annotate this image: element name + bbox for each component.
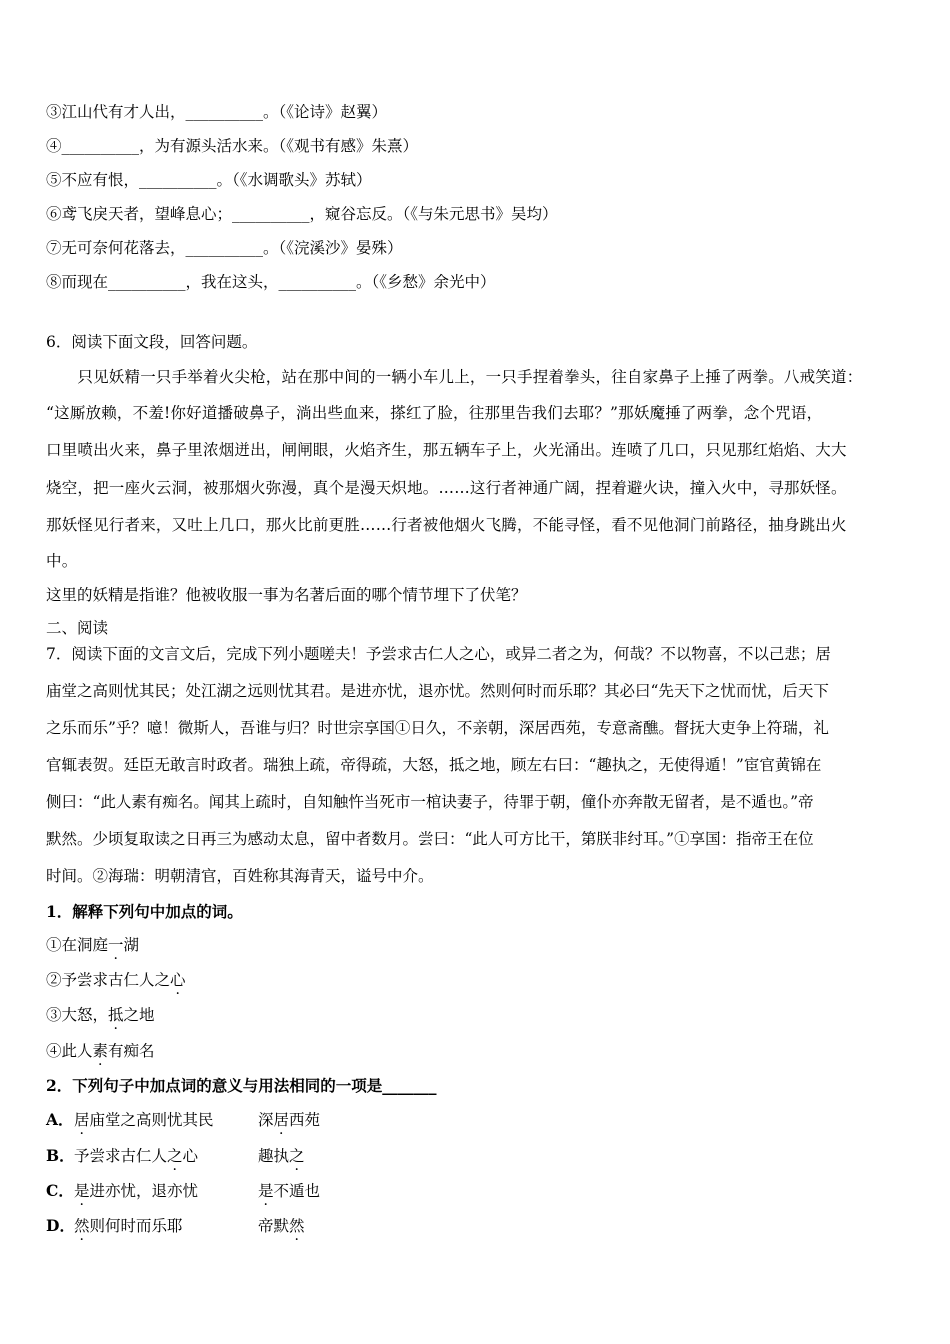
option-label: C． [46, 1181, 74, 1200]
poem-line-3: ③江山代有才人出，__________。（《论诗》赵翼） [46, 103, 388, 121]
option-right [258, 1147, 305, 1165]
option-text: 趣执 [258, 1147, 290, 1165]
q6-title: 6．阅读下面文段，回答问题。 [46, 333, 258, 351]
q6-passage-line: 烧空，把一座火云洞，被那烟火弥漫，真个是漫天炽地。……这行者神通广阔，捏着避火诀，撞入火中，寻那妖怪。 [46, 479, 847, 497]
poem-line-6: ⑥鸢飞戾天者，望峰息心；__________，窥谷忘反。（《与朱元思书》吴均） [46, 205, 558, 223]
option-right [258, 1217, 305, 1235]
dotted-char: 居 [273, 1111, 290, 1129]
option-text: 进亦忧，退亦忧 [89, 1182, 199, 1200]
subq1-title: 1．解释下列句中加点的词。 [46, 902, 243, 921]
q7-text-line: 7．阅读下面的文言文后，完成下列小题嗟夫！予尝求古仁人之心，或异二者之为，何哉？不以物喜，不以己悲；居 [46, 645, 831, 663]
q6-passage-line: 那妖怪见行者来，又吐上几口，那火比前更胜……行者被他烟火飞腾，不能寻怪，看不见他洞门前路径，抽身跳出火 [46, 516, 847, 534]
dotted-char: 素 [92, 1042, 109, 1060]
subq2-title: 2．下列句子中加点词的意义与用法相同的一项是_______ [46, 1076, 437, 1095]
option-a[interactable] [46, 1110, 320, 1130]
item-text: 湖 [123, 936, 140, 954]
poem-line-4: ④__________，为有源头活水来。（《观书有感》朱熹） [46, 137, 419, 155]
item-text: ③大怒， [46, 1006, 109, 1024]
dotted-char: 是 [74, 1182, 90, 1200]
option-right [258, 1111, 320, 1129]
option-c[interactable] [46, 1181, 320, 1201]
poem-line-5: ⑤不应有恨，__________。（《水调歌头》苏轼） [46, 171, 372, 189]
option-left [74, 1110, 258, 1130]
poem-line-7: ⑦无可奈何花落去，__________。（《浣溪沙》晏殊） [46, 239, 403, 257]
option-text: 深 [258, 1111, 274, 1129]
q7-text-line: 时间。②海瑞：明朝清官，百姓称其海青天，谥号中介。 [46, 867, 434, 885]
dotted-char: 是 [258, 1182, 274, 1200]
subq1-item [46, 935, 139, 955]
dotted-char: 心 [170, 971, 186, 989]
q7-text-line: 默然。少顷复取读之日再三为感动太息，留中者数月。尝曰：“此人可方比干，第朕非纣耳。”①享国：指帝王在位 [46, 830, 814, 848]
option-b[interactable] [46, 1146, 305, 1166]
q7-text-line: 侧曰：“此人素有痴名。闻其上疏时，自知触忤当死市一棺诀妻子，待罪于朝，僮仆亦奔散无留者，是不遁也。”帝 [46, 793, 814, 811]
dotted-char: 之 [289, 1147, 305, 1165]
option-text: 心 [182, 1147, 199, 1165]
subq1-item [46, 1041, 155, 1061]
subq1-item [46, 1005, 155, 1025]
dotted-char: 抵 [108, 1006, 124, 1024]
option-left [74, 1146, 258, 1166]
item-text: ②予尝求古仁人之 [46, 971, 171, 989]
q6-passage-line: 口里喷出火来，鼻子里浓烟迸出，闸闸眼，火焰齐生，那五辆车子上，火光涌出。连喷了几口，只见那红焰焰、大大 [46, 441, 847, 459]
option-left [74, 1216, 258, 1236]
option-text: 则何时而乐耶 [89, 1217, 183, 1235]
item-text: 之地 [123, 1006, 155, 1024]
item-text: 有痴名 [108, 1042, 155, 1060]
q7-text-line: 官辄表贺。廷臣无敢言时政者。瑞独上疏，帝得疏，大怒，抵之地，顾左右曰：“趣执之，无使得遁！”宦官黄锦在 [46, 756, 822, 774]
q6-passage-line: 只见妖精一只手举着火尖枪，站在那中间的一辆小车儿上，一只手捏着拳头，往自家鼻子上捶了两拳。八戒笑道： [46, 368, 863, 386]
option-right [258, 1182, 320, 1200]
option-text: 不遁也 [273, 1182, 321, 1200]
subq1-item [46, 970, 186, 990]
q6-passage-line: “这厮放赖，不羞!你好道播破鼻子，淌出些血来，搽红了脸，往那里告我们去耶？”那妖魔捶了两拳，念个咒语， [46, 404, 823, 422]
item-text: ①在洞庭 [46, 936, 109, 954]
option-text: 予尝求古仁人 [74, 1147, 168, 1165]
option-text: 帝默 [258, 1217, 290, 1235]
option-label: A． [46, 1110, 74, 1129]
option-left [74, 1181, 258, 1201]
q7-text-line: 之乐而乐”乎？噫！微斯人，吾谁与归？时世宗享国①日久，不亲朝，深居西苑，专意斋醮。督抚大吏争上符瑞，礼 [46, 719, 829, 737]
q7-text-line: 庙堂之高则忧其民；处江湖之远则忧其君。是进亦忧，退亦忧。然则何时而乐耶？其必曰“先天下之忧而忧，后天下 [46, 682, 829, 700]
q6-passage-line: 中。 [46, 552, 78, 570]
option-label: D． [46, 1216, 75, 1235]
option-text: 庙堂之高则忧其民 [89, 1111, 214, 1129]
option-d[interactable] [46, 1216, 305, 1236]
item-text: ④此人 [46, 1042, 93, 1060]
dotted-char: 之 [167, 1147, 183, 1165]
dotted-char: 然 [74, 1217, 90, 1235]
option-text: 西苑 [289, 1111, 321, 1129]
q6-question: 这里的妖精是指谁？他被收服一事为名著后面的哪个情节埋下了伏笔？ [46, 586, 527, 604]
dotted-char: 居 [74, 1111, 90, 1129]
dotted-char: 然 [289, 1217, 305, 1235]
dotted-char: 一 [108, 936, 124, 954]
poem-line-8: ⑧而现在__________，我在这头，__________。（《乡愁》余光中） [46, 273, 496, 291]
section-heading: 二、阅读 [46, 619, 109, 637]
option-label: B． [46, 1146, 75, 1165]
